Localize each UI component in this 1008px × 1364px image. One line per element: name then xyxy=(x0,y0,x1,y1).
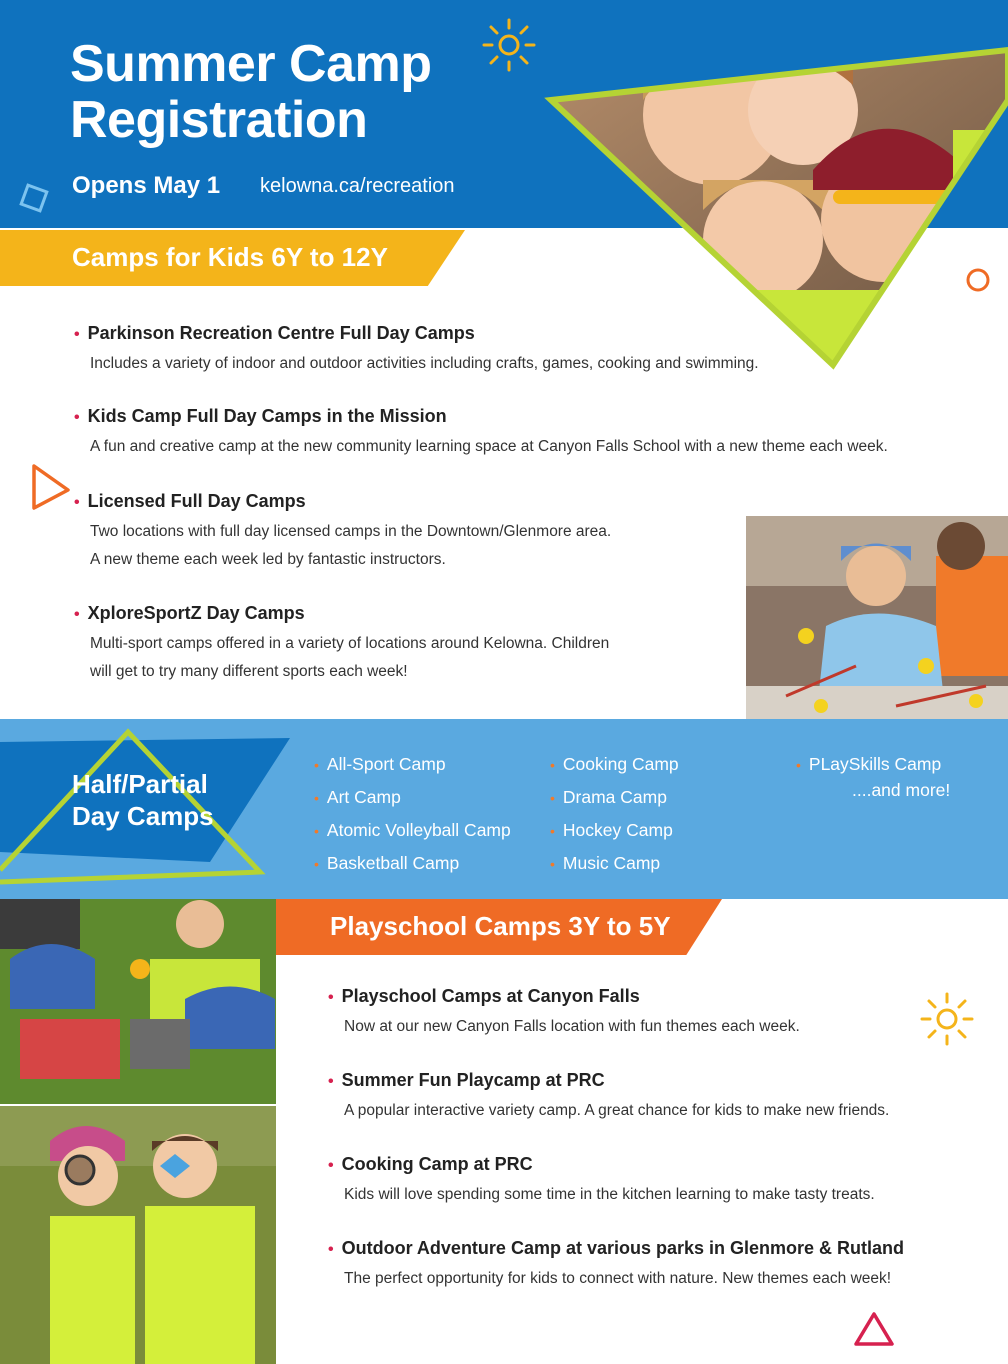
kids-outdoor-photo xyxy=(0,899,276,1104)
bullet-icon: • xyxy=(328,1241,334,1258)
kids-photo xyxy=(533,40,1008,370)
list-item: • Music Camp xyxy=(550,853,661,873)
bullet-icon: • xyxy=(328,1157,334,1174)
list-item: • Cooking Camp at PRC Kids will love spending some time in the kitchen learning to make tasty treats. xyxy=(328,1154,875,1203)
triangle-icon xyxy=(28,462,72,512)
list-item: • Basketball Camp xyxy=(314,853,460,873)
half-day-list-col2 xyxy=(550,748,679,880)
playschool-section-heading: Playschool Camps 3Y to 5Y xyxy=(330,911,671,941)
half-day-heading: Half/Partial Day Camps xyxy=(72,769,214,831)
half-day-list-col3 xyxy=(796,748,941,781)
sun-icon xyxy=(478,14,540,76)
circle-icon xyxy=(964,266,992,294)
bullet-icon: • xyxy=(328,1073,334,1090)
list-item: • PLaySkills Camp xyxy=(796,754,942,774)
more-text: ....and more! xyxy=(852,780,951,800)
registration-date: Opens May 1 xyxy=(72,172,221,199)
list-item: • Cooking Camp xyxy=(550,754,679,774)
page-title: Summer Camp Registration xyxy=(70,35,432,149)
boy-craft-photo xyxy=(746,516,1008,719)
list-item: • All-Sport Camp xyxy=(314,754,446,774)
list-item: • Licensed Full Day Camps Two locations with full day licensed camps in the Downtown/Glenmore area. A new theme each week led by fantastic instructors. xyxy=(74,491,612,568)
list-item: • XploreSportZ Day Camps Multi-sport camps offered in a variety of locations around Kelowna. Children will get to try many different sports each week! xyxy=(74,603,610,680)
list-item: • Summer Fun Playcamp at PRC A popular interactive variety camp. A great chance for kids to make new friends. xyxy=(328,1070,890,1119)
bullet-icon: • xyxy=(74,326,80,343)
list-item: • Art Camp xyxy=(314,787,401,807)
list-item: • Atomic Volleyball Camp xyxy=(314,820,511,840)
kids-section-heading: Camps for Kids 6Y to 12Y xyxy=(72,242,388,272)
list-item: • Outdoor Adventure Camp at various parks in Glenmore & Rutland The perfect opportunity for kids to connect with nature. New themes each week! xyxy=(328,1238,905,1287)
website-url[interactable]: kelowna.ca/recreation xyxy=(260,175,455,197)
diamond-icon xyxy=(14,178,54,218)
bullet-icon: • xyxy=(74,494,80,511)
list-item: • Kids Camp Full Day Camps in the Mission A fun and creative camp at the new community learning space at Canyon Falls School with a new theme each week. xyxy=(74,406,888,455)
bullet-icon: • xyxy=(74,409,80,426)
list-item: • Drama Camp xyxy=(550,787,667,807)
list-item: • Parkinson Recreation Centre Full Day Camps Includes a variety of indoor and outdoor activities including crafts, games, cooking and swimming. xyxy=(74,323,759,372)
list-item: • Hockey Camp xyxy=(550,820,673,840)
bullet-icon: • xyxy=(328,989,334,1006)
half-day-list-col1 xyxy=(314,748,511,880)
triangle-icon xyxy=(852,1310,896,1350)
kids-magnifier-photo xyxy=(0,1106,276,1364)
bullet-icon: • xyxy=(74,606,80,623)
list-item: • Playschool Camps at Canyon Falls Now at our new Canyon Falls location with fun themes each week. xyxy=(328,986,800,1035)
